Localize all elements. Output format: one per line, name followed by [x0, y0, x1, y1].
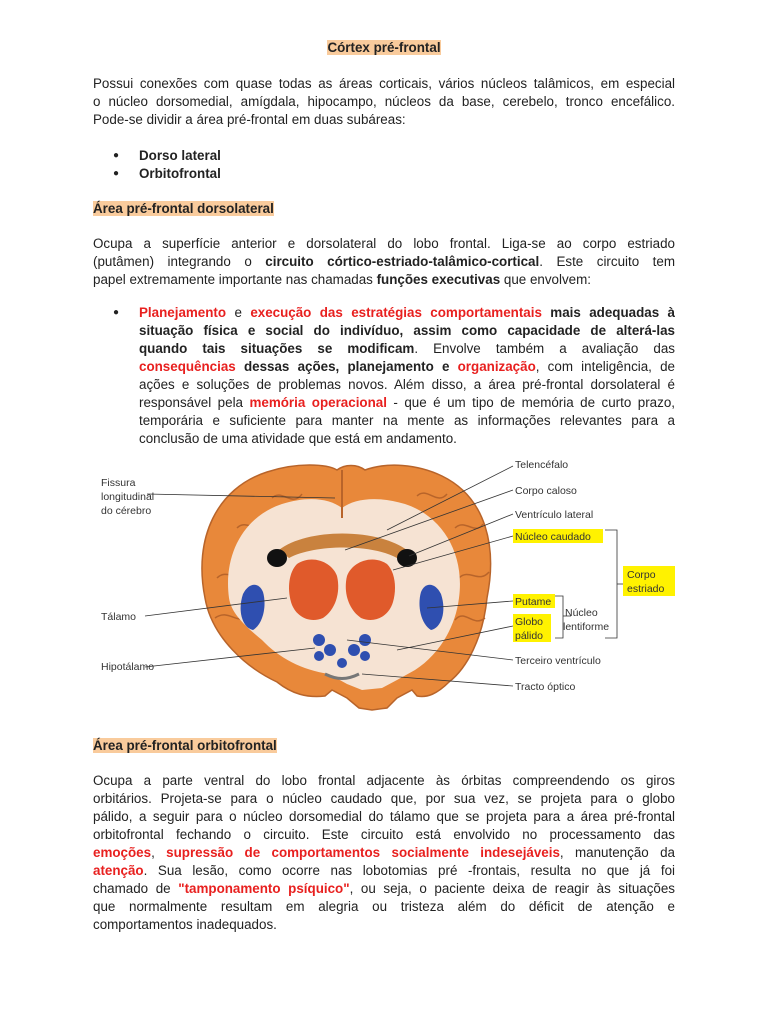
intro-paragraph: Possui conexões com quase todas as áreas corticais, vários núcleos talâmicos, em especial o núcleo dorsomedial, amígdala, hipocampo, núcleos da base, cerebelo, tronco encefálico. Pode-se dividir a área pré-frontal em duas subáreas:	[93, 76, 675, 127]
page-title: Córtex pré-frontal	[327, 40, 441, 55]
orbitofrontal-paragraph: Ocupa a parte ventral do lobo frontal adjacente às órbitas compreendendo os giros orbitários. Projeta-se para o núcleo caudado que, por sua vez, se projeta para o globo pálido, a seguir para o núcleo dorsomedial do tálamo que se projeta para a área pré-frontal orbitofrontal fechando o circuito. Este circuito está envolvido no processamento das emoções, supressão de comportamentos socialmente indesejáveis, manutenção da atenção. Sua lesão, como ocorre nas lobotomias pré -frontais, resulta no que já foi chamado de "tamponamento psíquico", ou seja, o paciente deixa de reagir às situações que normalmente resultam em alegria ou tristeza além do déficit de atenção e comportamentos inadequados.	[93, 773, 675, 932]
label-ventriculo-lateral: Ventrículo lateral	[515, 509, 594, 521]
label-talamo: Tálamo	[101, 611, 137, 623]
section-heading-orbitofrontal: Área pré-frontal orbitofrontal	[93, 738, 277, 753]
list-item: ● Dorso lateral	[113, 147, 221, 165]
brain-illustration	[202, 465, 491, 710]
label-tracto-optico: Tracto óptico	[515, 681, 576, 693]
label-palido: pálido	[515, 630, 544, 642]
dorsolateral-paragraph: Ocupa a superfície anterior e dorsolateral do lobo frontal. Liga-se ao corpo estriado (putâmen) integrando o circuito córtico-estriado-talâmico-cortical. Este circuito tem papel extremamente importante nas chamadas funções executivas que envolvem:	[93, 236, 675, 287]
label-terceiro-ventriculo: Terceiro ventrículo	[515, 655, 601, 667]
label-corpo-caloso: Corpo caloso	[515, 485, 577, 497]
label-do-cerebro: do cérebro	[101, 505, 152, 517]
label-estriado: estriado	[627, 583, 665, 595]
label-globo: Globo	[515, 616, 544, 628]
label-nucleo-caudado: Núcleo caudado	[515, 531, 591, 543]
document-page: Córtex pré-frontal Possui conexões com quase todas as áreas corticais, vários núcleos talâmicos, em especial o núcleo dorsomedial, amígdala, hipocampo, núcleos da base, cerebelo, tronco encefálico. Pode-se dividir a área pré-frontal em duas subáreas: ● Dorso lateral ● Orbitofrontal Área pré-frontal dorsolateral Ocupa a superfície anterior e dorsolateral do lobo frontal. Liga-se ao corpo estriado (putâmen) integrando o circuito córtico-estriado-talâmico-cortical. Este circuito tem papel extremamente importante nas chamadas funções executivas que envolvem: ● Planejamento e execução das estratégias comportamentais mais adequadas à situação física e social do indivíduo, assim como capacidade de alterá-las quando tais situações se modificam. Envolve também a avaliação das consequências dessas ações, planejamento e organização, com inteligência, de ações e soluções de problemas novos. Além disso, a área pré-frontal dorsolateral é responsável pela memória operacional - que é um tipo de memória de curto prazo, temporária e suficiente para manter na mente as informações relevantes para a conclusão de uma atividade que está em andamento. Fissura longitudinal do cérebro Tálamo Hipotálamo Telencéfalo Corpo caloso Ventrículo lateral Núcleo caudado Putame Globo pálido Núcleo lentiforme Corpo estriado Terceiro ventrículo Tracto óptico Área pré-frontal orbitofrontal Ocupa a parte ventral do lobo frontal adjacente às órbitas compreendendo os giros orbitários. Projeta-se para o núcleo caudado que, por sua vez, se projeta para o globo pálido, a seguir para o núcleo dorsomedial do tálamo que se projeta para a área pré-frontal orbitofrontal fechando o circuito. Este circuito está envolvido no processamento das emoções, supressão de comportamentos socialmente indesejáveis, manutenção da atenção. Sua lesão, como ocorre nas lobotomias pré -frontais, resulta no que já foi chamado de "tamponamento psíquico", ou seja, o paciente deixa de reagir às situações que normalmente resultam em alegria ou tristeza além do déficit de atenção e comportamentos inadequados.	[0, 0, 768, 1024]
label-corpo: Corpo	[627, 569, 656, 581]
subarea-list	[113, 147, 221, 182]
label-longitudinal: longitudinal	[101, 491, 155, 503]
brain-coronal-section-figure	[97, 458, 683, 720]
label-telencefalo: Telencéfalo	[515, 459, 569, 471]
label-fissura: Fissura	[101, 477, 136, 489]
label-putame: Putame	[515, 596, 552, 608]
bullet-icon: ●	[113, 307, 120, 318]
list-item: ● Orbitofrontal	[113, 165, 221, 183]
label-lentiforme: lentiforme	[563, 621, 610, 633]
section-heading-dorsolateral: Área pré-frontal dorsolateral	[93, 201, 274, 216]
label-nucleo: Núcleo	[565, 607, 598, 619]
label-hipotalamo: Hipotálamo	[101, 661, 155, 673]
